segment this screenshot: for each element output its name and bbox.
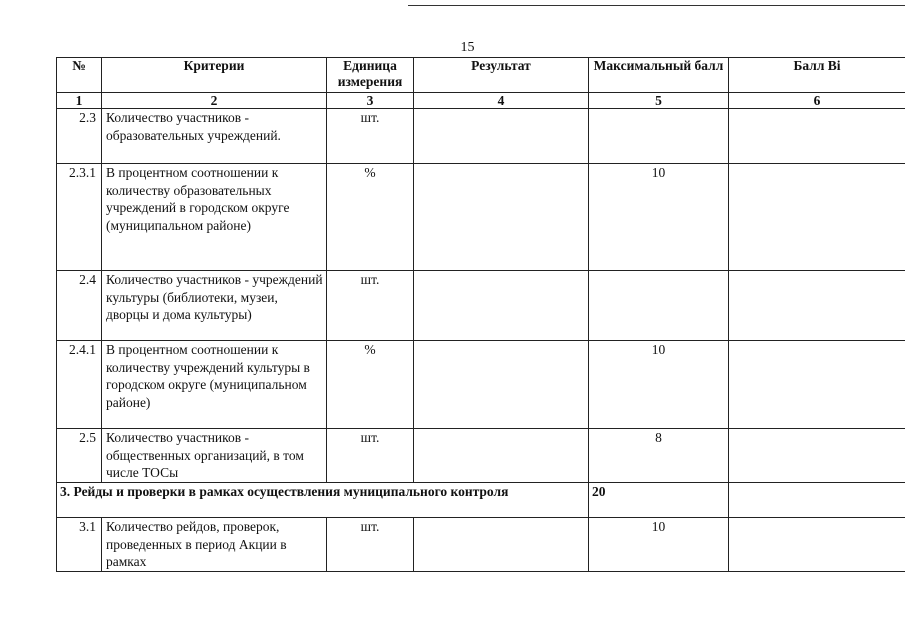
col-number: 2 — [102, 93, 327, 109]
row-max — [589, 109, 729, 164]
row-max — [589, 271, 729, 341]
table-row — [57, 271, 905, 341]
row-criteria: В процентном соотношении к количеству образовательных учреждений в городском округе (муниципальном районе) — [102, 164, 327, 271]
row-number: 2.3.1 — [57, 164, 102, 271]
header-score: Балл Bi — [729, 58, 905, 93]
col-number: 6 — [729, 93, 905, 109]
top-rule — [408, 5, 905, 6]
col-number: 1 — [57, 93, 102, 109]
row-number: 3.1 — [57, 518, 102, 572]
row-criteria: В процентном соотношении к количеству учреждений культуры в городском округе (муниципальном районе) — [102, 341, 327, 429]
col-number: 3 — [327, 93, 414, 109]
table-row — [57, 429, 905, 483]
row-result — [414, 518, 589, 572]
row-criteria: Количество участников - общественных организаций, в том числе ТОСы — [102, 429, 327, 483]
row-unit: шт. — [327, 109, 414, 164]
table-row — [57, 518, 905, 572]
row-max: 10 — [589, 341, 729, 429]
section-max: 20 — [589, 483, 729, 518]
row-result — [414, 164, 589, 271]
row-number: 2.5 — [57, 429, 102, 483]
row-number: 2.3 — [57, 109, 102, 164]
row-criteria: Количество рейдов, проверок, проведенных в период Акции в рамках — [102, 518, 327, 572]
row-score — [729, 109, 905, 164]
row-result — [414, 271, 589, 341]
row-number: 2.4.1 — [57, 341, 102, 429]
table-row — [57, 164, 905, 271]
row-result — [414, 109, 589, 164]
row-criteria: Количество участников - образовательных учреждений. — [102, 109, 327, 164]
header-no: № — [57, 58, 102, 93]
header-max: Максимальный балл — [589, 58, 729, 93]
row-max: 10 — [589, 518, 729, 572]
criteria-table — [56, 57, 905, 572]
table-row — [57, 341, 905, 429]
col-number: 5 — [589, 93, 729, 109]
section-score — [729, 483, 905, 518]
row-score — [729, 341, 905, 429]
row-result — [414, 341, 589, 429]
row-unit: % — [327, 164, 414, 271]
row-number: 2.4 — [57, 271, 102, 341]
section-row — [57, 483, 905, 518]
row-score — [729, 164, 905, 271]
row-score — [729, 518, 905, 572]
table-header-row — [57, 58, 905, 93]
header-criteria: Критерии — [102, 58, 327, 93]
row-unit: % — [327, 341, 414, 429]
column-number-row — [57, 93, 905, 109]
row-criteria: Количество участников - учреждений культуры (библиотеки, музеи, дворцы и дома культуры) — [102, 271, 327, 341]
col-number: 4 — [414, 93, 589, 109]
row-result — [414, 429, 589, 483]
header-unit: Единица измерения — [327, 58, 414, 93]
row-unit: шт. — [327, 429, 414, 483]
row-unit: шт. — [327, 271, 414, 341]
row-max: 8 — [589, 429, 729, 483]
table-row — [57, 109, 905, 164]
section-title: 3. Рейды и проверки в рамках осуществления муниципального контроля — [57, 483, 589, 518]
row-score — [729, 429, 905, 483]
row-score — [729, 271, 905, 341]
row-max: 10 — [589, 164, 729, 271]
page-number: 15 — [460, 40, 475, 55]
row-unit: шт. — [327, 518, 414, 572]
header-result: Результат — [414, 58, 589, 93]
